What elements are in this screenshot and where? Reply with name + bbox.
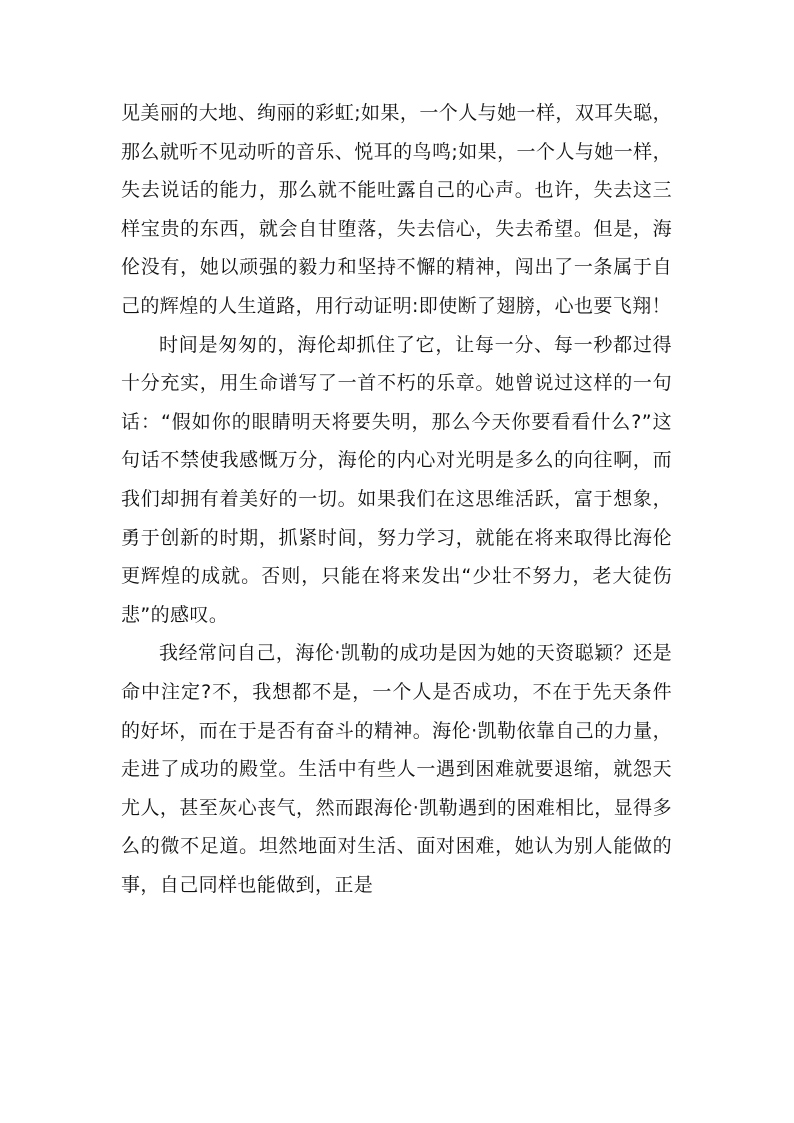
paragraph-2: 时间是匆匆的，海伦却抓住了它，让每一分、每一秒都过得十分充实，用生命谱写了一首不朽的乐章。她曾说过这样的一句话：“假如你的眼睛明天将要失明，那么今天你要看看什么?”这句话不禁使我感慨万分，海伦的内心对光明是多么的向往啊，而我们却拥有着美好的一切。如果我们在这思维活跃，富于想象，勇于创新的时期，抓紧时间，努力学习，就能在将来取得比海伦更辉煌的成就。否则，只能在将来发出“少壮不努力，老大徒伤悲”的感叹。 — [121, 333, 672, 626]
essay-body — [121, 94, 672, 904]
paragraph-3: 我经常问自己，海伦·凯勒的成功是因为她的天资聪颖？还是命中注定?不，我想都不是，一个人是否成功，不在于先天条件的好坏，而在于是否有奋斗的精神。海伦·凯勒依靠自己的力量，走进了成功的殿堂。生活中有些人一遇到困难就要退缩，就怨天尤人，甚至灰心丧气，然而跟海伦·凯勒遇到的困难相比，显得多么的微不足道。坦然地面对生活、面对困难，她认为别人能做的事，自己同样也能做到，正是 — [121, 642, 672, 896]
paragraph-1: 见美丽的大地、绚丽的彩虹;如果，一个人与她一样，双耳失聪，那么就听不见动听的音乐、悦耳的鸟鸣;如果，一个人与她一样，失去说话的能力，那么就不能吐露自己的心声。也许，失去这三样宝贵的东西，就会自甘堕落，失去信心，失去希望。但是，海伦没有，她以顽强的毅力和坚持不懈的精神，闯出了一条属于自己的辉煌的人生道路，用行动证明:即使断了翅膀，心也要飞翔！ — [121, 102, 672, 317]
